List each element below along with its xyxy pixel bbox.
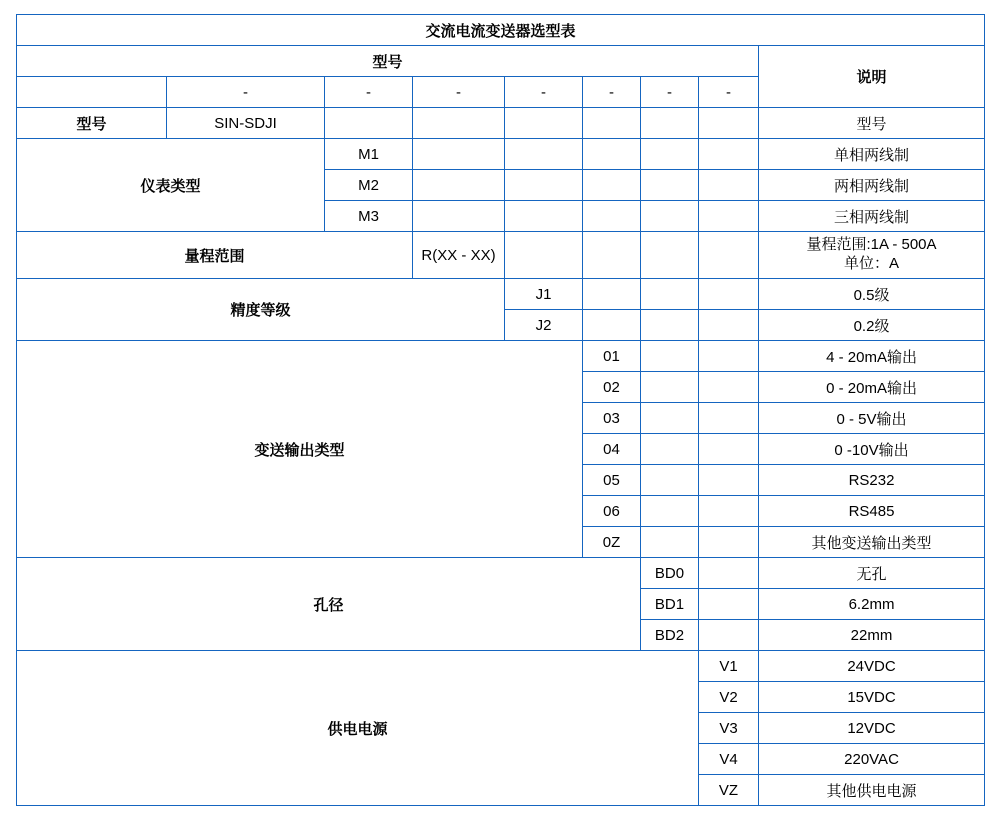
code-cell-v3: V3 xyxy=(699,713,759,744)
category-label-range: 量程范围 xyxy=(17,232,413,279)
code-cell-v1: V1 xyxy=(699,651,759,682)
empty-cell xyxy=(641,496,699,527)
category-label-power-supply: 供电电源 xyxy=(17,651,699,806)
table-row xyxy=(17,341,985,372)
empty-cell xyxy=(699,279,759,310)
code-cell-05: 05 xyxy=(583,465,641,496)
table-row xyxy=(17,651,985,682)
empty-cell xyxy=(641,527,699,558)
code-cell-v2: V2 xyxy=(699,682,759,713)
description-cell-02: 0 - 20mA输出 xyxy=(759,372,985,403)
description-cell-03: 0 - 5V输出 xyxy=(759,403,985,434)
empty-cell xyxy=(699,310,759,341)
code-cell-m2: M2 xyxy=(325,170,413,201)
code-cell-j2: J2 xyxy=(505,310,583,341)
empty-cell xyxy=(505,108,583,139)
description-cell-range xyxy=(759,232,985,279)
empty-cell xyxy=(641,170,699,201)
empty-cell xyxy=(325,108,413,139)
range-desc-line1: 量程范围:1A - 500A xyxy=(806,236,937,254)
description-cell-01: 4 - 20mA输出 xyxy=(759,341,985,372)
empty-cell xyxy=(413,201,505,232)
description-cell-j2: 0.2级 xyxy=(759,310,985,341)
empty-cell xyxy=(583,170,641,201)
columns-header: 型号 xyxy=(17,46,759,77)
code-cell-j1: J1 xyxy=(505,279,583,310)
code-cell-04: 04 xyxy=(583,434,641,465)
empty-cell xyxy=(583,201,641,232)
code-cell-model: SIN-SDJI xyxy=(167,108,325,139)
header-row-top xyxy=(17,46,985,77)
dash-cell-1: - xyxy=(167,77,325,108)
empty-cell xyxy=(505,232,583,279)
empty-cell xyxy=(699,496,759,527)
dash-cell-5: - xyxy=(583,77,641,108)
empty-cell xyxy=(641,201,699,232)
empty-cell xyxy=(699,341,759,372)
empty-cell xyxy=(641,139,699,170)
code-cell-vz: VZ xyxy=(699,775,759,806)
empty-cell xyxy=(699,108,759,139)
table-row xyxy=(17,139,985,170)
empty-cell xyxy=(583,232,641,279)
empty-cell xyxy=(413,108,505,139)
empty-cell xyxy=(699,372,759,403)
empty-cell xyxy=(641,232,699,279)
empty-cell xyxy=(583,279,641,310)
description-cell-bd2: 22mm xyxy=(759,620,985,651)
empty-cell xyxy=(699,589,759,620)
description-cell-v1: 24VDC xyxy=(759,651,985,682)
description-cell-model: 型号 xyxy=(759,108,985,139)
dash-cell-2: - xyxy=(325,77,413,108)
empty-cell xyxy=(413,139,505,170)
description-header: 说明 xyxy=(759,46,985,108)
empty-cell xyxy=(641,465,699,496)
code-cell-0z: 0Z xyxy=(583,527,641,558)
code-cell-m3: M3 xyxy=(325,201,413,232)
code-cell-bd1: BD1 xyxy=(641,589,699,620)
empty-cell xyxy=(505,170,583,201)
empty-cell xyxy=(699,465,759,496)
empty-cell xyxy=(699,232,759,279)
category-label-aperture: 孔径 xyxy=(17,558,641,651)
description-cell-m1: 单相两线制 xyxy=(759,139,985,170)
empty-cell xyxy=(505,201,583,232)
description-cell-j1: 0.5级 xyxy=(759,279,985,310)
dash-cell-3: - xyxy=(413,77,505,108)
code-cell-01: 01 xyxy=(583,341,641,372)
description-cell-v4: 220VAC xyxy=(759,744,985,775)
model-selection-table xyxy=(16,14,985,806)
empty-cell xyxy=(583,310,641,341)
category-label-output-type: 变送输出类型 xyxy=(17,341,583,558)
description-cell-05: RS232 xyxy=(759,465,985,496)
table-row xyxy=(17,279,985,310)
code-cell-06: 06 xyxy=(583,496,641,527)
empty-cell xyxy=(699,527,759,558)
code-cell-bd0: BD0 xyxy=(641,558,699,589)
empty-cell xyxy=(699,403,759,434)
empty-cell xyxy=(641,310,699,341)
category-label-meter-type: 仪表类型 xyxy=(17,139,325,232)
empty-cell xyxy=(699,170,759,201)
empty-cell xyxy=(641,108,699,139)
empty-cell xyxy=(699,139,759,170)
empty-cell xyxy=(699,620,759,651)
empty-cell xyxy=(641,403,699,434)
dash-cell-4: - xyxy=(505,77,583,108)
category-label-model: 型号 xyxy=(17,108,167,139)
empty-cell xyxy=(699,201,759,232)
description-cell-m3: 三相两线制 xyxy=(759,201,985,232)
range-desc-line2: 单位：A xyxy=(844,255,900,272)
empty-cell xyxy=(641,372,699,403)
empty-cell xyxy=(413,170,505,201)
empty-cell xyxy=(583,108,641,139)
code-cell-v4: V4 xyxy=(699,744,759,775)
description-cell-v3: 12VDC xyxy=(759,713,985,744)
empty-cell xyxy=(641,434,699,465)
description-cell-0z: 其他变送输出类型 xyxy=(759,527,985,558)
empty-cell xyxy=(583,139,641,170)
description-cell-04: 0 -10V输出 xyxy=(759,434,985,465)
code-cell-02: 02 xyxy=(583,372,641,403)
category-label-accuracy: 精度等级 xyxy=(17,279,505,341)
empty-cell xyxy=(641,279,699,310)
page-title: 交流电流变送器选型表 xyxy=(17,15,985,46)
description-cell-v2: 15VDC xyxy=(759,682,985,713)
description-cell-06: RS485 xyxy=(759,496,985,527)
table-title-row xyxy=(17,15,985,46)
code-cell-range: R(XX - XX) xyxy=(413,232,505,279)
empty-cell xyxy=(699,434,759,465)
dash-cell-6: - xyxy=(641,77,699,108)
empty-cell xyxy=(699,558,759,589)
table-row xyxy=(17,232,985,279)
dash-cell-7: - xyxy=(699,77,759,108)
description-cell-m2: 两相两线制 xyxy=(759,170,985,201)
code-cell-m1: M1 xyxy=(325,139,413,170)
description-cell-bd0: 无孔 xyxy=(759,558,985,589)
code-cell-bd2: BD2 xyxy=(641,620,699,651)
code-cell-03: 03 xyxy=(583,403,641,434)
empty-cell xyxy=(641,341,699,372)
description-cell-bd1: 6.2mm xyxy=(759,589,985,620)
table-row xyxy=(17,558,985,589)
empty-cell xyxy=(505,139,583,170)
description-cell-vz: 其他供电电源 xyxy=(759,775,985,806)
table-row xyxy=(17,108,985,139)
dash-cell-0 xyxy=(17,77,167,108)
